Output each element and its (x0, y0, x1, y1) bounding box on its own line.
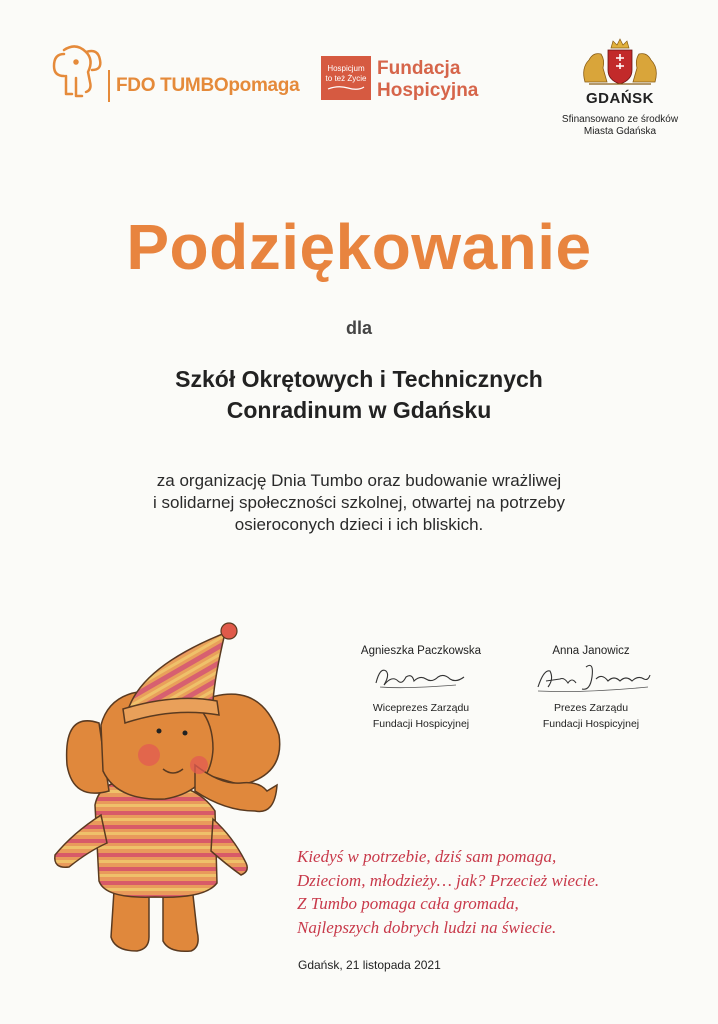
hospicjum-badge-line2: to też Życie (325, 74, 367, 83)
reason-line2: i solidarnej społeczności szkolnej, otwartej na potrzeby (153, 493, 565, 512)
signature-block-president (506, 645, 676, 732)
signer-name: Agnieszka Paczkowska (360, 645, 482, 657)
fundacja-name (377, 58, 478, 102)
poem-line: Najlepszych dobrych ludzi na świecie. (297, 917, 557, 937)
signer-role-line2: Fundacji Hospicyjnej (372, 718, 470, 730)
tumbo-elephant-illustration (45, 615, 290, 965)
gdansk-logo (555, 38, 685, 148)
tumbo-logo (50, 40, 310, 100)
poem-line: Z Tumbo pomaga cała gromada, (297, 894, 519, 913)
hospicjum-badge (321, 56, 371, 100)
elephant-logo-icon (50, 40, 106, 102)
for-word: dla (345, 318, 372, 338)
fundacja-line1: Fundacja (377, 58, 461, 79)
poem-line: Dzieciom, młodzieży… jak? Przecież wiecie. (297, 870, 600, 890)
place-and-date: Gdańsk, 21 listopada 2021 (298, 958, 441, 972)
funding-note (555, 114, 685, 138)
city-name: GDAŃSK (585, 90, 654, 107)
tumbo-logo-text: FDO TUMBOpomaga (116, 75, 300, 96)
poem-line: Kiedyś w potrzebie, dziś sam pomaga, (297, 847, 557, 866)
fundacja-line2: Hospicyjna (377, 80, 479, 101)
signer-role-line1: Prezes Zarządu (553, 702, 629, 714)
handwritten-signature-icon (346, 657, 496, 695)
logo-divider (108, 70, 110, 102)
reason-line3: osieroconych dzieci i ich bliskich. (234, 515, 484, 534)
signature-block-vice-president (336, 645, 506, 732)
signer-name: Anna Janowicz (552, 645, 630, 657)
signer-role-line2: Fundacji Hospicyjnej (542, 718, 640, 730)
poem (297, 845, 697, 939)
hospicjum-badge-line1: Hospicjum (327, 64, 365, 73)
recipient-line1: Szkół Okrętowych i Technicznych (175, 366, 543, 392)
recipient (0, 364, 718, 426)
certificate-title: Podziękowanie (126, 211, 592, 283)
gdansk-coat-of-arms-icon (579, 38, 661, 88)
recipient-line2: Conradinum w Gdańsku (226, 397, 492, 423)
funding-line2: Miasta Gdańska (583, 126, 657, 137)
wave-icon (326, 85, 366, 91)
signer-role-line1: Wiceprezes Zarządu (372, 702, 470, 714)
funding-line1: Sfinansowano ze środków (561, 114, 679, 125)
reason-line1: za organizację Dnia Tumbo oraz budowanie wrażliwej (156, 471, 562, 490)
handwritten-signature-icon (516, 657, 666, 695)
fundacja-hospicyjna-logo (321, 56, 491, 108)
reason-text (0, 470, 718, 536)
